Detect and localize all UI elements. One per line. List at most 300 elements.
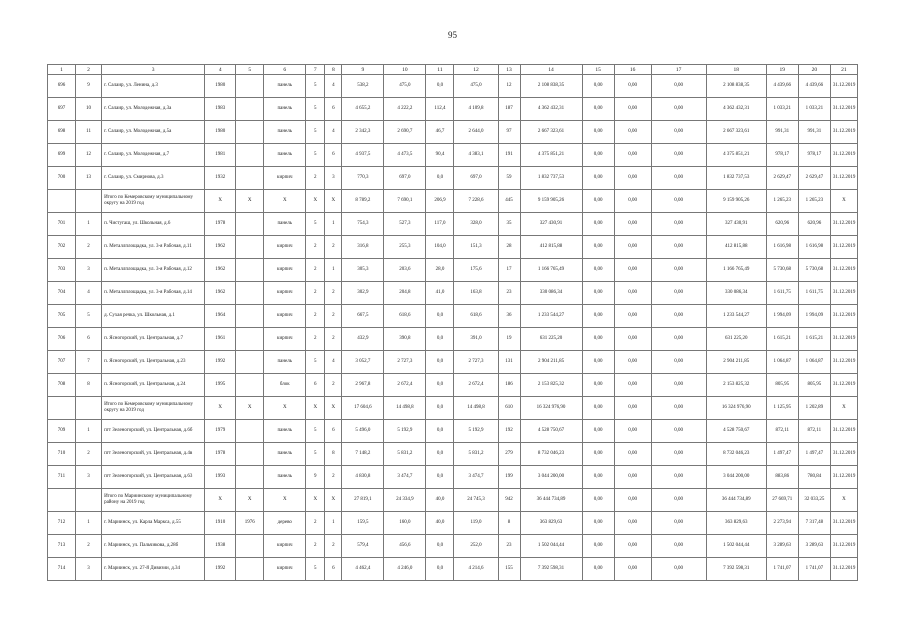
table-cell: 0,00: [614, 466, 651, 489]
table-cell: 3: [76, 558, 102, 581]
table-cell: 0,00: [651, 305, 706, 328]
column-number: 10: [384, 65, 426, 75]
table-cell: 0,00: [582, 213, 614, 236]
table-cell: 3 474,7: [454, 466, 498, 489]
table-cell: 12: [76, 144, 102, 167]
table-cell: 0,00: [651, 190, 706, 213]
table-cell: [236, 466, 264, 489]
table-cell: кирпич: [264, 328, 306, 351]
table-cell: [236, 144, 264, 167]
table-cell: X: [306, 190, 325, 213]
table-cell: 0,00: [582, 420, 614, 443]
table-cell: 5: [306, 98, 325, 121]
table-cell: 1 033,21: [766, 98, 798, 121]
column-number: 15: [582, 65, 614, 75]
table-cell: 991,31: [766, 121, 798, 144]
table-cell: кирпич: [264, 558, 306, 581]
table-cell: 1 064,87: [766, 351, 798, 374]
table-cell: 163,8: [454, 282, 498, 305]
table-cell: 703: [48, 259, 76, 282]
table-cell: 31.12.2019: [830, 466, 857, 489]
table-cell: 252,0: [454, 535, 498, 558]
table-cell: 131: [498, 351, 520, 374]
table-cell: 1932: [205, 167, 236, 190]
table-row: [48, 374, 858, 397]
table-cell: 0,00: [582, 305, 614, 328]
table-cell: 31.12.2019: [830, 259, 857, 282]
table-cell: 3 052,7: [342, 351, 384, 374]
table-cell: X: [325, 397, 342, 420]
table-cell: 412 815,88: [520, 236, 582, 259]
table-cell: 3: [325, 167, 342, 190]
column-number: 19: [766, 65, 798, 75]
address-cell: г. Салаир, ул. Ленина, д.3: [102, 75, 205, 98]
table-cell: 119,0: [454, 512, 498, 535]
table-cell: 31.12.2019: [830, 374, 857, 397]
table-cell: 0,00: [582, 535, 614, 558]
table-cell: 0,00: [651, 144, 706, 167]
table-cell: 2: [325, 236, 342, 259]
table-cell: 24 745,3: [454, 489, 498, 512]
table-cell: 1962: [205, 259, 236, 282]
table-cell: 0,00: [614, 374, 651, 397]
table-cell: 31.12.2019: [830, 236, 857, 259]
table-cell: 104,0: [426, 236, 454, 259]
table-cell: 327 430,91: [520, 213, 582, 236]
table-cell: 31.12.2019: [830, 512, 857, 535]
column-number: 8: [325, 65, 342, 75]
table-cell: 1: [76, 420, 102, 443]
table-cell: 1: [76, 213, 102, 236]
table-cell: 1 033,21: [798, 98, 830, 121]
table-cell: 1 994,09: [766, 305, 798, 328]
table-cell: 3 044 200,00: [520, 466, 582, 489]
table-cell: 2: [306, 328, 325, 351]
table-cell: 363 829,63: [520, 512, 582, 535]
address-cell: г. Салаир, ул. Смирнова, д.3: [102, 167, 205, 190]
table-cell: 610: [498, 397, 520, 420]
table-cell: 0,00: [614, 558, 651, 581]
table-cell: 1978: [205, 213, 236, 236]
table-cell: 0,00: [614, 305, 651, 328]
table-cell: 0,00: [651, 236, 706, 259]
table-cell: 0,00: [614, 328, 651, 351]
table-cell: 27 669,71: [766, 489, 798, 512]
table-cell: [236, 98, 264, 121]
table-cell: 1 741,07: [798, 558, 830, 581]
table-cell: 4 655,2: [342, 98, 384, 121]
table-cell: 4 222,2: [384, 98, 426, 121]
table-cell: 6: [325, 144, 342, 167]
table-cell: 432,9: [342, 328, 384, 351]
table-cell: 175,6: [454, 259, 498, 282]
table-cell: 155: [498, 558, 520, 581]
table-cell: 5: [306, 351, 325, 374]
table-cell: 0,00: [614, 98, 651, 121]
table-cell: 991,31: [798, 121, 830, 144]
table-cell: 59: [498, 167, 520, 190]
table-cell: 1: [325, 259, 342, 282]
table-cell: 5 831,2: [384, 443, 426, 466]
table-cell: X: [830, 397, 857, 420]
table-cell: X: [205, 190, 236, 213]
table-cell: 2 904 211,85: [520, 351, 582, 374]
table-cell: 0,00: [651, 512, 706, 535]
table-cell: 1 611,75: [766, 282, 798, 305]
table-cell: 0,0: [426, 374, 454, 397]
table-cell: 0,00: [582, 351, 614, 374]
table-cell: 1 611,75: [798, 282, 830, 305]
table-row: [48, 305, 858, 328]
table-cell: 1 615,21: [766, 328, 798, 351]
table-cell: 4: [325, 75, 342, 98]
table-cell: 0,00: [614, 512, 651, 535]
table-cell: 31.12.2019: [830, 351, 857, 374]
address-cell: г. Салаир, ул. Молодежная, д.3а: [102, 98, 205, 121]
table-cell: [236, 259, 264, 282]
table-row: [48, 512, 858, 535]
table-cell: 24 334,9: [384, 489, 426, 512]
table-cell: 0,00: [651, 98, 706, 121]
table-cell: X: [205, 489, 236, 512]
table-cell: 1 502 044,44: [520, 535, 582, 558]
table-cell: 2 672,4: [454, 374, 498, 397]
table-cell: 1 497,47: [766, 443, 798, 466]
table-cell: 0,00: [651, 374, 706, 397]
table-cell: 704: [48, 282, 76, 305]
table-cell: 0,00: [582, 443, 614, 466]
table-cell: 4: [76, 282, 102, 305]
table-cell: 0,00: [582, 167, 614, 190]
table-cell: 279: [498, 443, 520, 466]
table-cell: 697: [48, 98, 76, 121]
table-cell: 14 498,8: [454, 397, 498, 420]
table-cell: 2 727,3: [454, 351, 498, 374]
column-number: 7: [306, 65, 325, 75]
table-cell: 31.12.2019: [830, 535, 857, 558]
address-cell: пгт Зеленогорский, ул. Центральная, д.6б: [102, 420, 205, 443]
table-cell: 1983: [205, 98, 236, 121]
table-cell: 391,0: [454, 328, 498, 351]
table-cell: 1995: [205, 374, 236, 397]
table-cell: 1 064,87: [798, 351, 830, 374]
table-cell: 2 967,8: [342, 374, 384, 397]
address-cell: пгт Зеленогорский, ул. Центральная, д.63: [102, 466, 205, 489]
table-row: [48, 558, 858, 581]
table-cell: 0,00: [614, 75, 651, 98]
column-number: 14: [520, 65, 582, 75]
subtotal-row: [48, 190, 858, 213]
table-cell: 41,0: [426, 282, 454, 305]
table-cell: 328,0: [454, 213, 498, 236]
table-cell: 631 225,20: [706, 328, 766, 351]
table-cell: 2: [325, 305, 342, 328]
table-cell: 0,00: [614, 144, 651, 167]
table-cell: 5 192,9: [454, 420, 498, 443]
table-cell: 942: [498, 489, 520, 512]
table-cell: 31.12.2019: [830, 121, 857, 144]
table-cell: 1979: [205, 420, 236, 443]
table-cell: 204,8: [384, 282, 426, 305]
column-number: 5: [236, 65, 264, 75]
table-cell: [236, 75, 264, 98]
table-cell: 2 273,94: [766, 512, 798, 535]
table-cell: 31.12.2019: [830, 213, 857, 236]
table-cell: 4 214,6: [454, 558, 498, 581]
page-number: 95: [448, 30, 457, 40]
table-cell: [236, 443, 264, 466]
table-cell: 13: [76, 167, 102, 190]
table-cell: 7 392 598,31: [520, 558, 582, 581]
table-cell: 327 430,91: [706, 213, 766, 236]
table-cell: 2 629,47: [766, 167, 798, 190]
table-cell: 1 615,21: [798, 328, 830, 351]
table-cell: 0,00: [582, 489, 614, 512]
table-cell: 0,00: [651, 443, 706, 466]
table-cell: 0,00: [651, 558, 706, 581]
table-row: [48, 282, 858, 305]
table-cell: 618,6: [454, 305, 498, 328]
table-cell: 1 994,09: [798, 305, 830, 328]
table-cell: 16 324 976,90: [520, 397, 582, 420]
table-cell: 712: [48, 512, 76, 535]
table-cell: 23: [498, 282, 520, 305]
table-cell: 1992: [205, 558, 236, 581]
table-cell: 16 324 976,90: [706, 397, 766, 420]
address-cell: п. Чистугаш, ул. Школьная, д.6: [102, 213, 205, 236]
table-cell: 711: [48, 466, 76, 489]
table-cell: [48, 190, 76, 213]
table-cell: 805,95: [798, 374, 830, 397]
table-cell: 330 086,34: [520, 282, 582, 305]
table-cell: 1 832 737,53: [520, 167, 582, 190]
table-cell: 0,00: [582, 236, 614, 259]
table-cell: 706: [48, 328, 76, 351]
table-cell: [236, 213, 264, 236]
housing-repair-table: [47, 64, 858, 581]
table-cell: 1978: [205, 443, 236, 466]
table-cell: 2 667 323,61: [706, 121, 766, 144]
table-cell: [76, 489, 102, 512]
table-cell: 475,0: [384, 75, 426, 98]
table-cell: 363 829,63: [706, 512, 766, 535]
table-cell: 5: [306, 443, 325, 466]
table-cell: 7: [76, 351, 102, 374]
table-cell: 4 439,66: [798, 75, 830, 98]
table-cell: 2: [76, 236, 102, 259]
table-cell: [236, 535, 264, 558]
table-cell: 31.12.2019: [830, 305, 857, 328]
table-cell: 0,00: [614, 121, 651, 144]
table-cell: 2 108 838,35: [706, 75, 766, 98]
table-cell: 28: [498, 236, 520, 259]
table-cell: 9 159 905,26: [520, 190, 582, 213]
address-cell: г. Салаир, ул. Молодежная, д.5а: [102, 121, 205, 144]
table-cell: кирпич: [264, 282, 306, 305]
table-cell: 0,0: [426, 535, 454, 558]
table-cell: 31.12.2019: [830, 167, 857, 190]
table-cell: X: [236, 489, 264, 512]
table-cell: 3: [76, 259, 102, 282]
table-cell: [236, 305, 264, 328]
table-cell: 1: [325, 213, 342, 236]
table-cell: 527,3: [384, 213, 426, 236]
table-cell: 31.12.2019: [830, 282, 857, 305]
table-cell: 1 202,89: [798, 397, 830, 420]
table-cell: 1 265,23: [798, 190, 830, 213]
table-cell: 0,0: [426, 466, 454, 489]
table-cell: 3 474,7: [384, 466, 426, 489]
table-cell: кирпич: [264, 305, 306, 328]
table-cell: 0,00: [582, 190, 614, 213]
table-cell: 90,4: [426, 144, 454, 167]
address-cell: Итого по Кемеровскому муниципальному округу на 2019 год: [102, 190, 205, 213]
address-cell: Итого по Кемеровскому муниципальному округу на 2019 год: [102, 397, 205, 420]
table-cell: 0,00: [651, 75, 706, 98]
table-cell: 17 604,6: [342, 397, 384, 420]
table-cell: 4 362 432,31: [706, 98, 766, 121]
table-cell: 2: [325, 282, 342, 305]
table-cell: 0,00: [651, 282, 706, 305]
address-cell: пгт Зеленогорский, ул. Центральная, д.4в: [102, 443, 205, 466]
table-cell: панель: [264, 98, 306, 121]
table-cell: 5 831,2: [454, 443, 498, 466]
table-cell: 0,0: [426, 75, 454, 98]
table-cell: 5: [306, 121, 325, 144]
table-cell: 5: [76, 305, 102, 328]
table-cell: 7 228,6: [454, 190, 498, 213]
table-cell: 31.12.2019: [830, 144, 857, 167]
table-cell: 31.12.2019: [830, 328, 857, 351]
column-number: 20: [798, 65, 830, 75]
table-cell: [236, 328, 264, 351]
table-cell: панель: [264, 121, 306, 144]
table-cell: 8: [498, 512, 520, 535]
table-cell: панель: [264, 420, 306, 443]
table-cell: 1964: [205, 305, 236, 328]
column-number: 3: [102, 65, 205, 75]
table-cell: X: [236, 397, 264, 420]
table-cell: 1 832 737,53: [706, 167, 766, 190]
table-cell: [236, 351, 264, 374]
table-cell: 1993: [205, 466, 236, 489]
address-cell: Итого по Мариинскому муниципальному району на 2019 год: [102, 489, 205, 512]
table-cell: 14 498,8: [384, 397, 426, 420]
table-cell: 32 033,25: [798, 489, 830, 512]
table-cell: 1 233 544,27: [706, 305, 766, 328]
table-cell: кирпич: [264, 167, 306, 190]
table-cell: 192: [498, 420, 520, 443]
table-cell: 36 444 734,89: [706, 489, 766, 512]
table-cell: 0,00: [614, 213, 651, 236]
table-cell: 2 690,7: [384, 121, 426, 144]
subtotal-row: [48, 489, 858, 512]
table-cell: 0,00: [582, 75, 614, 98]
table-cell: 0,00: [614, 236, 651, 259]
table-cell: 0,00: [582, 282, 614, 305]
table-cell: [236, 167, 264, 190]
table-cell: 700: [48, 167, 76, 190]
table-cell: X: [325, 190, 342, 213]
table-cell: 3 289,63: [798, 535, 830, 558]
table-cell: 4 246,0: [384, 558, 426, 581]
column-number-row: [48, 65, 858, 75]
column-number: 2: [76, 65, 102, 75]
column-number: 9: [342, 65, 384, 75]
table-cell: 2: [306, 305, 325, 328]
table-cell: 206,9: [426, 190, 454, 213]
table-cell: 2: [306, 167, 325, 190]
table-cell: 2: [325, 328, 342, 351]
table-cell: 2: [306, 535, 325, 558]
table-cell: 872,11: [798, 420, 830, 443]
column-number: 13: [498, 65, 520, 75]
address-cell: г. Мариинск, ул. Карла Маркса, д.55: [102, 512, 205, 535]
table-cell: 0,00: [582, 558, 614, 581]
table-cell: 0,00: [582, 259, 614, 282]
table-cell: 8 732 046,23: [706, 443, 766, 466]
table-cell: 2: [76, 443, 102, 466]
table-cell: 1962: [205, 282, 236, 305]
table-cell: 0,00: [614, 397, 651, 420]
table-row: [48, 466, 858, 489]
table-cell: 3: [76, 466, 102, 489]
table-cell: 1 616,98: [798, 236, 830, 259]
table-cell: 0,0: [426, 397, 454, 420]
column-number: 17: [651, 65, 706, 75]
table-cell: 0,00: [651, 121, 706, 144]
table-cell: 1910: [205, 512, 236, 535]
table-cell: X: [205, 397, 236, 420]
table-cell: 698: [48, 121, 76, 144]
table-cell: 11: [76, 121, 102, 144]
table-cell: 23: [498, 535, 520, 558]
table-cell: 5 730,68: [798, 259, 830, 282]
table-cell: X: [830, 489, 857, 512]
table-cell: 19: [498, 328, 520, 351]
table-cell: 2 644,0: [454, 121, 498, 144]
table-cell: 9: [76, 75, 102, 98]
column-number: 4: [205, 65, 236, 75]
table-cell: 17: [498, 259, 520, 282]
table-cell: 31.12.2019: [830, 98, 857, 121]
table-cell: 8 789,2: [342, 190, 384, 213]
table-cell: 1 502 044,44: [706, 535, 766, 558]
table-cell: 1 616,98: [766, 236, 798, 259]
table-cell: 667,5: [342, 305, 384, 328]
table-cell: кирпич: [264, 236, 306, 259]
table-cell: 705: [48, 305, 76, 328]
table-cell: X: [306, 489, 325, 512]
table-cell: 709: [48, 420, 76, 443]
table-cell: 330 086,34: [706, 282, 766, 305]
table-cell: 6: [325, 558, 342, 581]
table-row: [48, 328, 858, 351]
table-cell: 0,00: [651, 259, 706, 282]
table-cell: [236, 282, 264, 305]
table-cell: 4 109,8: [454, 98, 498, 121]
table-cell: 0,00: [614, 259, 651, 282]
table-cell: 9 159 905,26: [706, 190, 766, 213]
table-cell: 112,4: [426, 98, 454, 121]
table-cell: панель: [264, 443, 306, 466]
table-cell: 1938: [205, 535, 236, 558]
table-row: [48, 167, 858, 190]
address-cell: п. Ясногорский, ул. Центральная, д.23: [102, 351, 205, 374]
table-cell: 2: [306, 282, 325, 305]
table-cell: 0,0: [426, 558, 454, 581]
table-cell: 0,00: [651, 213, 706, 236]
